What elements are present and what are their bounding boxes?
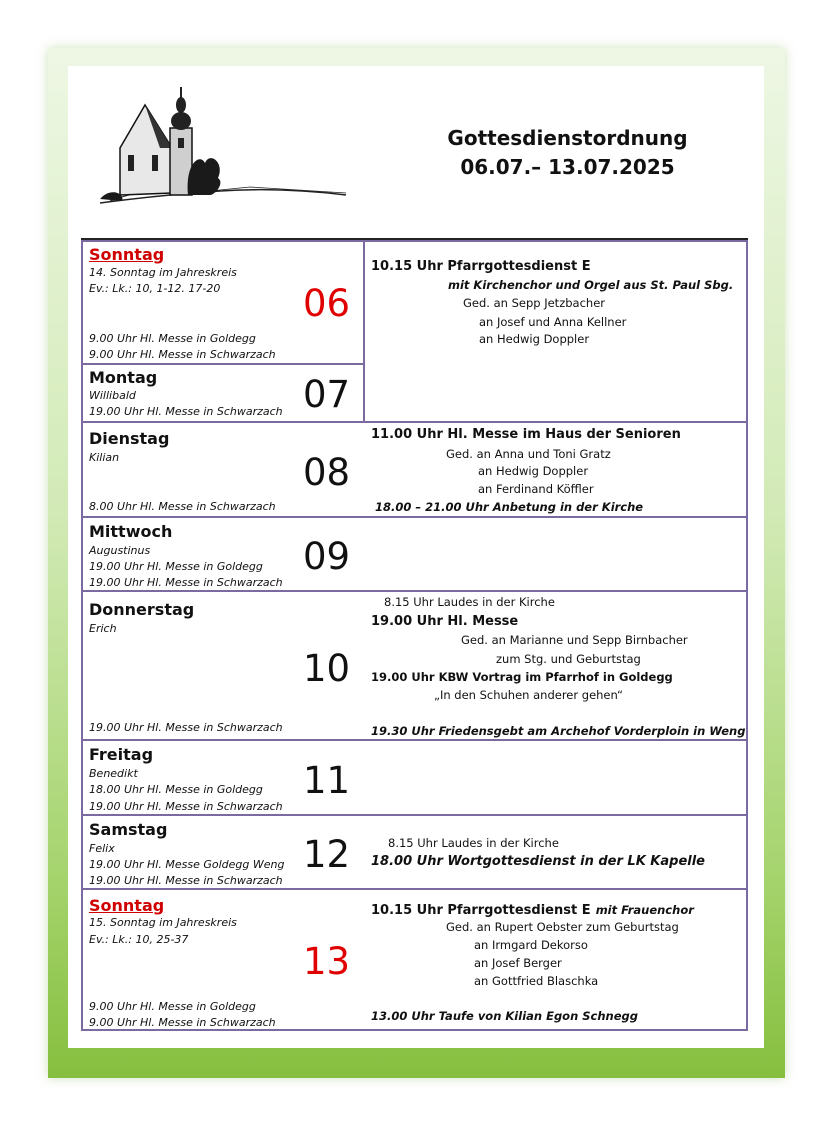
service-line: 19.00 Uhr Hl. Messe [371,614,519,629]
day-number: 11 [303,759,351,802]
day-number: 12 [303,833,351,876]
service-line: Ged. an Anna und Toni Gratz [446,447,611,461]
day-note: 18.00 Uhr Hl. Messe in Goldegg [89,783,263,796]
day-note: 19.00 Uhr Hl. Messe Goldegg Weng [89,858,285,871]
day-note: Willibald [89,389,136,402]
day-note: Augustinus [89,544,151,557]
day-note: 19.00 Uhr Hl. Messe in Schwarzach [89,576,283,589]
day-note: 19.00 Uhr Hl. Messe in Schwarzach [89,874,283,887]
day-number: 10 [303,647,351,690]
service-line: 8.15 Uhr Laudes in der Kirche [384,595,555,609]
day-note: 19.00 Uhr Hl. Messe in Goldegg [89,560,263,573]
service-line: 10.15 Uhr Pfarrgottesdienst E [371,259,591,274]
day-name: Sonntag [89,896,165,915]
day-name: Samstag [89,820,168,839]
day-note: Ev.: Lk.: 10, 25-37 [89,933,189,946]
day-number: 06 [303,282,351,325]
day-note: 9.00 Uhr Hl. Messe in Goldegg [89,332,256,345]
day-name: Sonntag [89,245,165,264]
day-name: Freitag [89,745,154,764]
day-note: 8.00 Uhr Hl. Messe in Schwarzach [89,500,276,513]
day-number: 09 [303,535,351,578]
day-note: 19.00 Uhr Hl. Messe in Schwarzach [89,405,283,418]
service-line: an Ferdinand Köffler [478,482,594,496]
day-name: Montag [89,368,158,387]
service-line: 18.00 Uhr Wortgottesdienst in der LK Kapelle [371,854,705,869]
document-title [430,124,705,182]
day-note: 9.00 Uhr Hl. Messe in Goldegg [89,1000,256,1013]
service-line: 19.30 Uhr Friedensgebt am Archehof Vorderploin in Weng [371,724,746,738]
title-line-2: 06.07.– 13.07.2025 [460,155,675,179]
day-name: Dienstag [89,429,170,448]
service-line: 8.15 Uhr Laudes in der Kirche [388,836,559,850]
service-line: Ged. an Rupert Oebster zum Geburtstag [446,920,679,934]
day-note: 9.00 Uhr Hl. Messe in Schwarzach [89,1016,276,1029]
day-number: 13 [303,940,351,983]
service-line: Ged. an Marianne und Sepp Birnbacher [461,633,688,647]
row-divider [82,814,747,816]
service-line: an Hedwig Doppler [479,332,590,346]
day-note: 14. Sonntag im Jahreskreis [89,266,237,279]
row-divider [82,739,747,741]
day-name: Mittwoch [89,522,173,541]
day-note: Felix [89,842,115,855]
service-line: 19.00 Uhr KBW Vortrag im Pfarrhof in Goldegg [371,670,673,684]
service-line: „In den Schuhen anderer gehen“ [434,688,623,702]
service-line: 11.00 Uhr Hl. Messe im Haus der Senioren [371,427,681,442]
service-line: an Josef Berger [474,956,562,970]
service-line: an Irmgard Dekorso [474,938,588,952]
row-divider [82,421,747,423]
service-line: an Hedwig Doppler [478,464,589,478]
church-logo [100,83,350,213]
day-note: Erich [89,622,117,635]
day-note: 15. Sonntag im Jahreskreis [89,916,237,929]
day-note: 19.00 Uhr Hl. Messe in Schwarzach [89,800,283,813]
service-line: an Josef und Anna Kellner [479,315,627,329]
day-note: Benedikt [89,767,138,780]
column-divider [363,240,365,422]
day-note: Kilian [89,451,120,464]
service-line: 18.00 – 21.00 Uhr Anbetung in der Kirche [375,500,644,514]
day-note: 9.00 Uhr Hl. Messe in Schwarzach [89,348,276,361]
day-note: Ev.: Lk.: 10, 1-12. 17-20 [89,282,221,295]
row-divider [82,516,747,518]
day-number: 07 [303,373,351,416]
row-divider [82,590,747,592]
row-divider [82,363,363,365]
service-line: 10.15 Uhr Pfarrgottesdienst E [371,903,591,918]
service-line: Ged. an Sepp Jetzbacher [463,296,605,310]
service-line-group [371,899,694,918]
day-name: Donnerstag [89,600,195,619]
service-line: zum Stg. und Geburtstag [496,652,641,666]
row-divider [82,888,747,890]
service-line: mit Frauenchor [595,903,694,917]
service-line: an Gottfried Blaschka [474,974,599,988]
service-line: 13.00 Uhr Taufe von Kilian Egon Schnegg [371,1009,639,1023]
title-line-1: Gottesdienstordnung [447,126,688,150]
day-note: 19.00 Uhr Hl. Messe in Schwarzach [89,721,283,734]
service-line: mit Kirchenchor und Orgel aus St. Paul Sbg. [448,278,734,292]
day-number: 08 [303,451,351,494]
